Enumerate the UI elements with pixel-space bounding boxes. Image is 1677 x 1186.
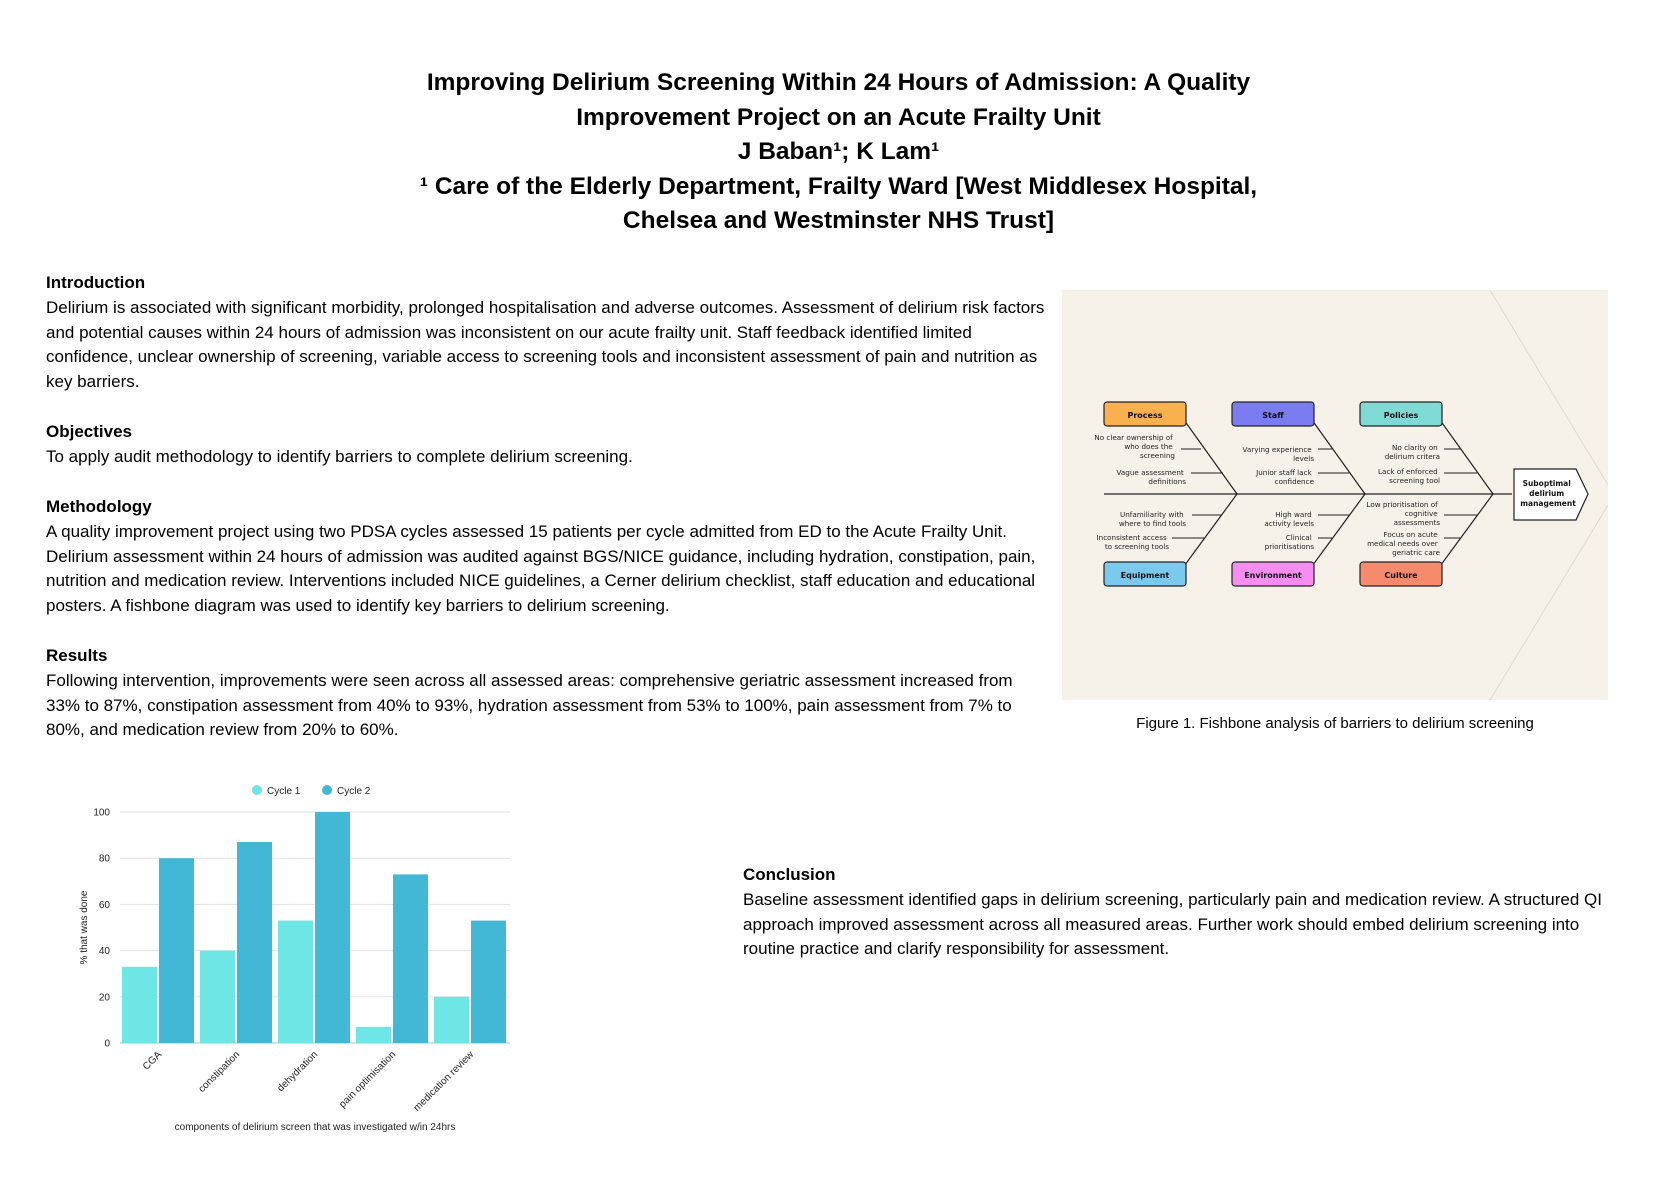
methodology-heading: Methodology: [46, 497, 152, 516]
fishbone-head-label: Suboptimal delirium management: [1520, 479, 1576, 508]
methodology-text: A quality improvement project using two PDSA cycles assessed 15 patients per cycle admitted from ED to the Acute Frailty Unit. Delirium assessment within 24 hours of admission was audited against BGS/NICE guidance, including hydration, constipation, pain, nutrition and medication review. Interventions included NICE guidelines, a Cerner delirium checklist, staff education and educational posters. A fishbone diagram was used to identify key barriers to delirium screening.: [46, 521, 1036, 616]
fishbone-rib: [1435, 494, 1493, 573]
y-tick-label: 20: [98, 992, 110, 1004]
bar-cycle-2: [159, 858, 194, 1043]
introduction-heading: Introduction: [46, 273, 146, 292]
poster-title-line-2: Improvement Project on an Acute Frailty Unit: [576, 103, 1101, 131]
results-text: Following intervention, improvements were seen across all assessed areas: comprehensive geriatric assessment increased from 33% to 87%, constipation assessment from 40% to 93%, hydration assessment from 53% to 100%, pain assessment from 7% to 80%, and medication review from 20% to 60%.: [46, 670, 1013, 740]
bar-cycle-2: [237, 842, 272, 1043]
bar-chart-svg: [60, 775, 540, 1135]
cause-environment-2: Clinical prioritisations: [1264, 533, 1314, 551]
y-tick-label: 80: [98, 853, 110, 865]
cause-environment-1: High ward activity levels: [1264, 510, 1314, 528]
bar-chart: [60, 775, 540, 1135]
x-tick-label: CGA: [141, 1049, 165, 1073]
legend-swatch: [252, 785, 262, 795]
cause-policies-2: Lack of enforced screening tool: [1378, 467, 1440, 485]
fishbone-rib: [1307, 494, 1365, 573]
bar-cycle-1: [356, 1027, 391, 1043]
y-tick-label: 0: [104, 1038, 110, 1050]
bar-cycle-1: [200, 951, 235, 1043]
poster-affiliation-line-2: Chelsea and Westminster NHS Trust]: [622, 207, 1055, 234]
x-tick-label: pain optimisation: [337, 1049, 399, 1111]
cause-staff-1: Varying experience levels: [1242, 445, 1314, 463]
objectives-section: [46, 420, 1046, 470]
bar-cycle-1: [278, 921, 313, 1043]
fishbone-diagram: [1062, 290, 1608, 700]
poster-header: [0, 66, 1677, 239]
equipment-label: Equipment: [1120, 571, 1170, 580]
figure-caption: Figure 1. Fishbone analysis of barriers to delirium screening: [1136, 715, 1534, 732]
fishbone-rib: [1179, 494, 1237, 573]
bar-cycle-1: [434, 997, 469, 1043]
legend-label: Cycle 2: [337, 786, 371, 797]
y-tick-label: 100: [93, 807, 110, 819]
environment-label: Environment: [1244, 571, 1302, 580]
conclusion-heading: Conclusion: [743, 865, 836, 884]
y-tick-label: 60: [98, 899, 110, 911]
x-tick-label: constipation: [196, 1049, 243, 1095]
cause-process-1: No clear ownership of who does the screening: [1094, 433, 1175, 460]
fishbone-rib: [1179, 413, 1237, 494]
results-heading: Results: [46, 646, 108, 665]
objectives-text: To apply audit methodology to identify barriers to complete delirium screening.: [46, 446, 633, 466]
policies-label: Policies: [1383, 411, 1419, 420]
results-section: [46, 644, 1046, 743]
y-tick-label: 40: [98, 946, 110, 958]
objectives-heading: Objectives: [46, 422, 132, 441]
conclusion-text: Baseline assessment identified gaps in delirium screening, particularly pain and medication review. A structured QI approach improved assessment across all measured areas. Further work should embed delirium screening into routine practice and clarify responsibility for assessment.: [743, 889, 1602, 959]
y-axis-label: % that was done: [79, 890, 90, 965]
bar-cycle-2: [393, 874, 428, 1043]
fishbone-rib: [1435, 413, 1493, 494]
introduction-section: [46, 271, 1046, 395]
decor-line: [1490, 290, 1608, 485]
decor-line: [1490, 505, 1608, 700]
legend-swatch: [322, 785, 332, 795]
process-label: Process: [1127, 411, 1163, 420]
conclusion-section: [743, 863, 1603, 962]
staff-label: Staff: [1262, 411, 1284, 420]
cause-equipment-1: Unfamiliarity with where to find tools: [1118, 510, 1186, 528]
cause-policies-1: No clarity on delirium critera: [1384, 443, 1440, 461]
x-tick-label: dehydration: [275, 1049, 321, 1095]
cause-equipment-2: Inconsistent access to screening tools: [1096, 533, 1169, 551]
cause-staff-2: Junior staff lack confidence: [1256, 468, 1314, 486]
introduction-text: Delirium is associated with significant morbidity, prolonged hospitalisation and adverse outcomes. Assessment of delirium risk factors and potential causes within 24 hours of admission was inconsistent on our acute frailty unit. Staff feedback identified limited confidence, unclear ownership of screening, variable access to screening tools and inconsistent assessment of pain and nutrition as key barriers.: [46, 297, 1045, 392]
legend-label: Cycle 1: [267, 786, 301, 797]
methodology-section: [46, 495, 1046, 619]
cause-process-2: Vague assessment definitions: [1116, 468, 1186, 486]
culture-label: Culture: [1384, 571, 1418, 580]
bar-cycle-2: [471, 921, 506, 1043]
poster-title-line-1: Improving Delirium Screening Within 24 Hours of Admission: A Quality: [426, 69, 1251, 96]
fishbone-rib: [1307, 413, 1365, 494]
cause-culture-1: Low prioritisation of cognitive assessments: [1366, 500, 1440, 527]
fishbone-svg: [1062, 290, 1608, 700]
bar-cycle-1: [122, 967, 157, 1043]
cause-culture-2: Focus on acute medical needs over geriatric care: [1367, 530, 1440, 557]
bar-cycle-2: [315, 812, 350, 1043]
poster-authors: J Baban¹; K Lam¹: [737, 138, 940, 165]
poster-affiliation-line-1: ¹ Care of the Elderly Department, Frailty Ward [West Middlesex Hospital,: [419, 172, 1258, 200]
x-tick-label: medication review: [411, 1049, 477, 1114]
x-axis-label: components of delirium screen that was investigated w/in 24hrs: [174, 1122, 456, 1133]
